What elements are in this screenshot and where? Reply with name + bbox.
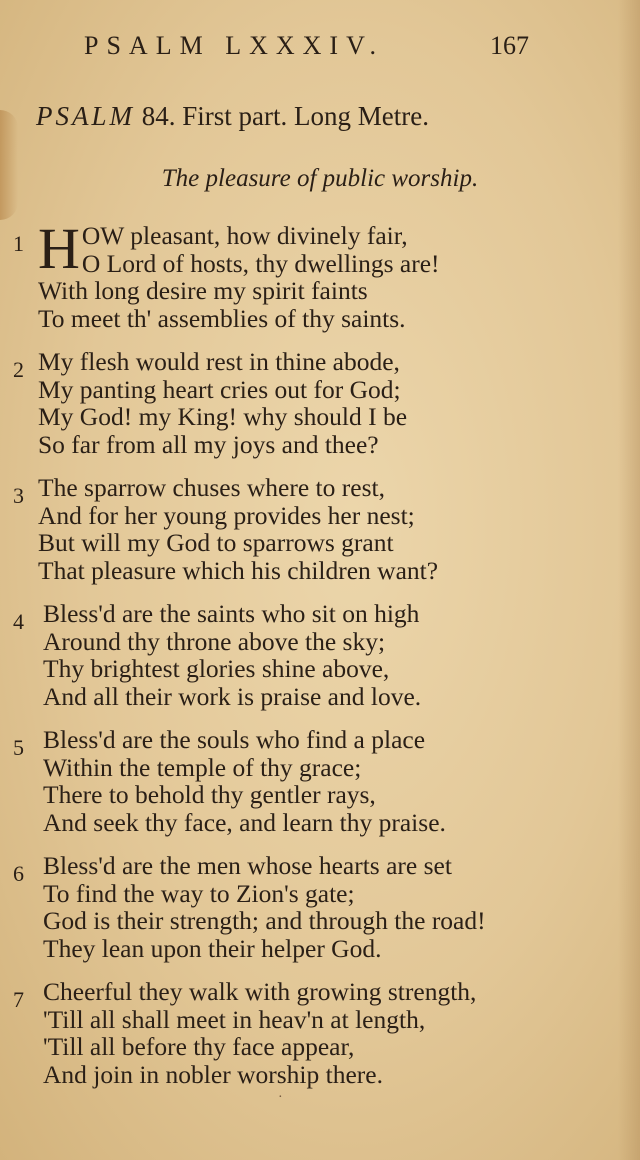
verse-line: My flesh would rest in thine abode, [38,347,400,376]
stanza-number: 7 [13,987,24,1012]
verse-line: To find the way to Zion's gate; [43,878,355,908]
verse-line: 'Till all before thy face appear, [43,1032,355,1061]
verse-line: There to behold thy gentler rays, [43,780,376,809]
stanza-3 [0,474,640,584]
stanza-number: 3 [13,483,24,508]
verse-line: And all their work is praise and love. [43,681,422,711]
verses [0,216,640,1104]
running-title: PSALM LXXXIV. [84,31,384,60]
running-head [0,28,640,68]
stanza-7 [0,978,640,1088]
verse-line: Around thy throne above the sky; [43,626,386,656]
drop-cap: H [38,216,80,281]
stanza-6 [0,852,640,962]
stanza-5 [0,726,640,836]
verse-line: Cheerful they walk with growing strength, [43,977,477,1006]
psalm-subtitle: The pleasure of public worship. [161,165,479,192]
stanza-number: 6 [13,861,24,886]
verse-line: To meet th' assemblies of thy saints. [38,303,406,333]
verse-line: The sparrow chuses where to rest, [38,473,385,502]
stanza-number: 4 [13,609,24,634]
verse-line: They lean upon their helper God. [43,933,382,963]
verse-line: With long desire my spirit faints [38,276,368,305]
verse-line: And seek thy face, and learn thy praise. [43,807,446,837]
stanza-1 [0,216,640,333]
verse-line: Bless'd are the saints who sit on high [43,599,420,628]
stanza-number: 1 [13,231,24,256]
verse-line: OW pleasant, how divinely fair, [81,221,408,250]
verse-line: 'Till all shall meet in heav'n at length, [43,1004,426,1034]
verse-line: That pleasure which his children want? [38,555,439,585]
verse-line: Bless'd are the souls who find a place [43,725,426,754]
verse-line: Within the temple of thy grace; [43,752,362,782]
stanza-4 [0,600,640,710]
ink-speck: · [278,1090,283,1105]
psalm-heading [36,98,616,134]
psalm-heading-number: 84. [141,101,176,131]
stanza-number: 5 [13,735,24,760]
verse-line: My God! my King! why should I be [38,402,408,431]
verse-line: O Lord of hosts, thy dwellings are! [81,248,440,278]
psalm-heading-rest: First part. Long Metre. [182,101,429,131]
verse-line: Thy brightest glories shine above, [43,654,390,683]
verse-line: God is their strength; and through the road! [43,906,486,935]
page-number: 167 [490,31,529,60]
psalm-heading-label: PSALM [36,101,135,131]
verse-line: And join in nobler worship there. [43,1059,383,1089]
verse-line: So far from all my joys and thee? [38,429,379,459]
stanza-2 [0,348,640,458]
verse-line: Bless'd are the men whose hearts are set [43,851,452,880]
verse-line: My panting heart cries out for God; [38,374,401,404]
stanza-number: 2 [13,357,24,382]
verse-line: And for her young provides her nest; [38,500,415,530]
verse-line: But will my God to sparrows grant [38,528,394,557]
